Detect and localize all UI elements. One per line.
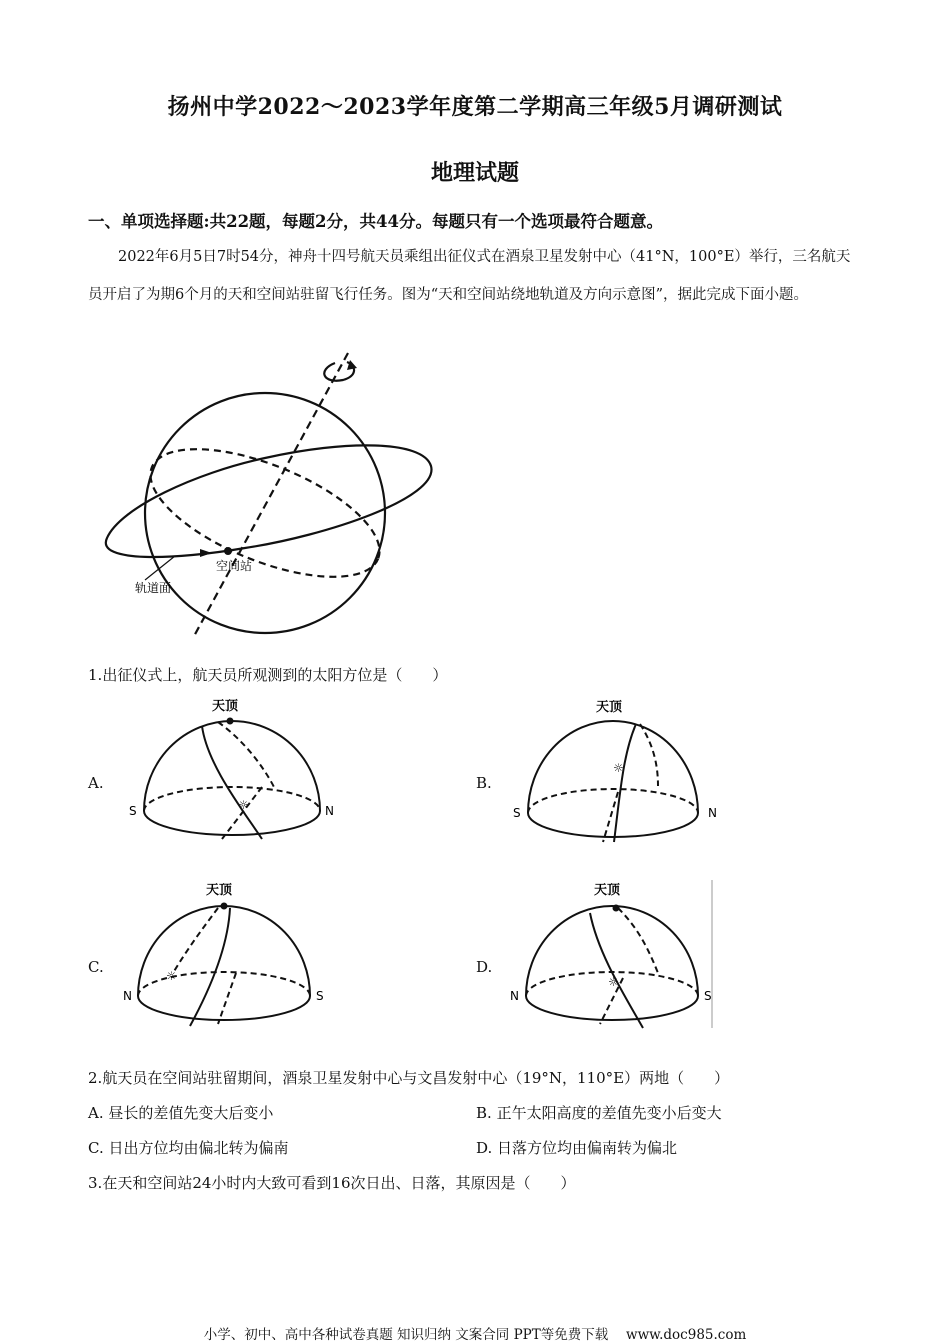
option-d[interactable]	[476, 1137, 677, 1158]
left-direction: S	[129, 804, 137, 818]
zenith-label: 天顶	[596, 700, 623, 715]
right-direction: S	[316, 989, 324, 1003]
option-a-diagram[interactable]	[122, 694, 347, 849]
sun-icon: ☼	[613, 761, 624, 775]
orbit-direction-arrow	[200, 549, 212, 557]
question-number: 3.	[88, 1174, 103, 1192]
option-c[interactable]	[88, 1137, 289, 1158]
option-d-key[interactable]: D.	[476, 958, 493, 976]
option-b-key[interactable]: B.	[476, 774, 492, 792]
sun-path	[190, 908, 230, 1026]
option-text: 昼长的差值先变大后变小	[108, 1104, 274, 1122]
right-direction: N	[708, 806, 717, 820]
question-1	[88, 664, 447, 685]
option-key: D.	[476, 1139, 493, 1157]
option-text: 正午太阳高度的差值先变小后变大	[496, 1104, 722, 1122]
left-direction: S	[513, 806, 521, 820]
zenith-label: 天顶	[594, 883, 621, 898]
sun-icon: ☼	[608, 975, 619, 989]
sun-icon: ☼	[166, 969, 177, 983]
sun-path	[590, 913, 643, 1028]
option-a[interactable]	[88, 1102, 273, 1123]
left-direction: N	[510, 989, 519, 1003]
option-a-key[interactable]: A.	[88, 774, 104, 792]
zenith-label: 天顶	[206, 883, 233, 898]
option-text: 日落方位均由偏南转为偏北	[497, 1139, 678, 1157]
equator-line	[134, 423, 396, 603]
option-d-diagram[interactable]	[508, 878, 733, 1033]
zenith-label: 天顶	[212, 699, 239, 714]
question-2	[88, 1067, 729, 1088]
option-c-key[interactable]: C.	[88, 958, 104, 976]
orbit-plane-label: 轨道面	[135, 581, 172, 595]
section-heading: 一、单项选择题:共22题，每题2分，共44分。每题只有一个选项最符合题意。	[88, 212, 663, 231]
sun-icon: ☼	[238, 798, 249, 812]
sun-path	[614, 724, 636, 842]
option-key: C.	[88, 1139, 104, 1157]
sky-dome	[138, 906, 310, 996]
question-number: 1.	[88, 666, 103, 684]
option-text: 日出方位均由偏北转为偏南	[108, 1139, 289, 1157]
option-b-diagram[interactable]	[508, 694, 733, 849]
sun-path	[202, 726, 262, 839]
passage-text: 2022年6月5日7时54分，神舟十四号航天员乘组出征仪式在酒泉卫星发射中心（41°N，100°E）举行，三名航天员开启了为期6个月的天和空间站驻留飞行任务。图为“天和空间站绕地轨道及方向示意图”，据此完成下面小题。	[88, 249, 851, 303]
sky-dome	[144, 721, 320, 811]
right-direction: S	[704, 989, 712, 1003]
orbit-diagram	[95, 348, 445, 643]
question-stem: 航天员在空间站驻留期间，酒泉卫星发射中心与文昌发射中心（19°N，110°E）两地（ ）	[102, 1069, 730, 1087]
option-b[interactable]	[476, 1102, 722, 1123]
question-stem: 出征仪式上，航天员所观测到的太阳方位是（ ）	[102, 666, 448, 684]
question-stem: 在天和空间站24小时内大致可看到16次日出、日落，其原因是（ ）	[102, 1174, 576, 1192]
exam-title: 扬州中学2022～2023学年度第二学期高三年级5月调研测试	[167, 94, 783, 120]
earth-circle	[145, 393, 385, 633]
left-direction: N	[123, 989, 132, 1003]
option-key: A.	[88, 1104, 104, 1122]
option-c-diagram[interactable]	[118, 878, 343, 1033]
station-label: 空间站	[216, 559, 253, 573]
question-3	[88, 1172, 576, 1193]
passage	[88, 238, 863, 314]
earth-axis	[193, 353, 348, 638]
right-direction: N	[325, 804, 334, 818]
exam-subtitle: 地理试题	[430, 160, 519, 186]
station-dot	[224, 547, 232, 555]
option-key: B.	[476, 1104, 492, 1122]
footer-text: 小学、初中、高中各种试卷真题 知识归纳 文案合同 PPT等免费下载 www.doc985.com	[203, 1327, 747, 1343]
question-number: 2.	[88, 1069, 103, 1087]
